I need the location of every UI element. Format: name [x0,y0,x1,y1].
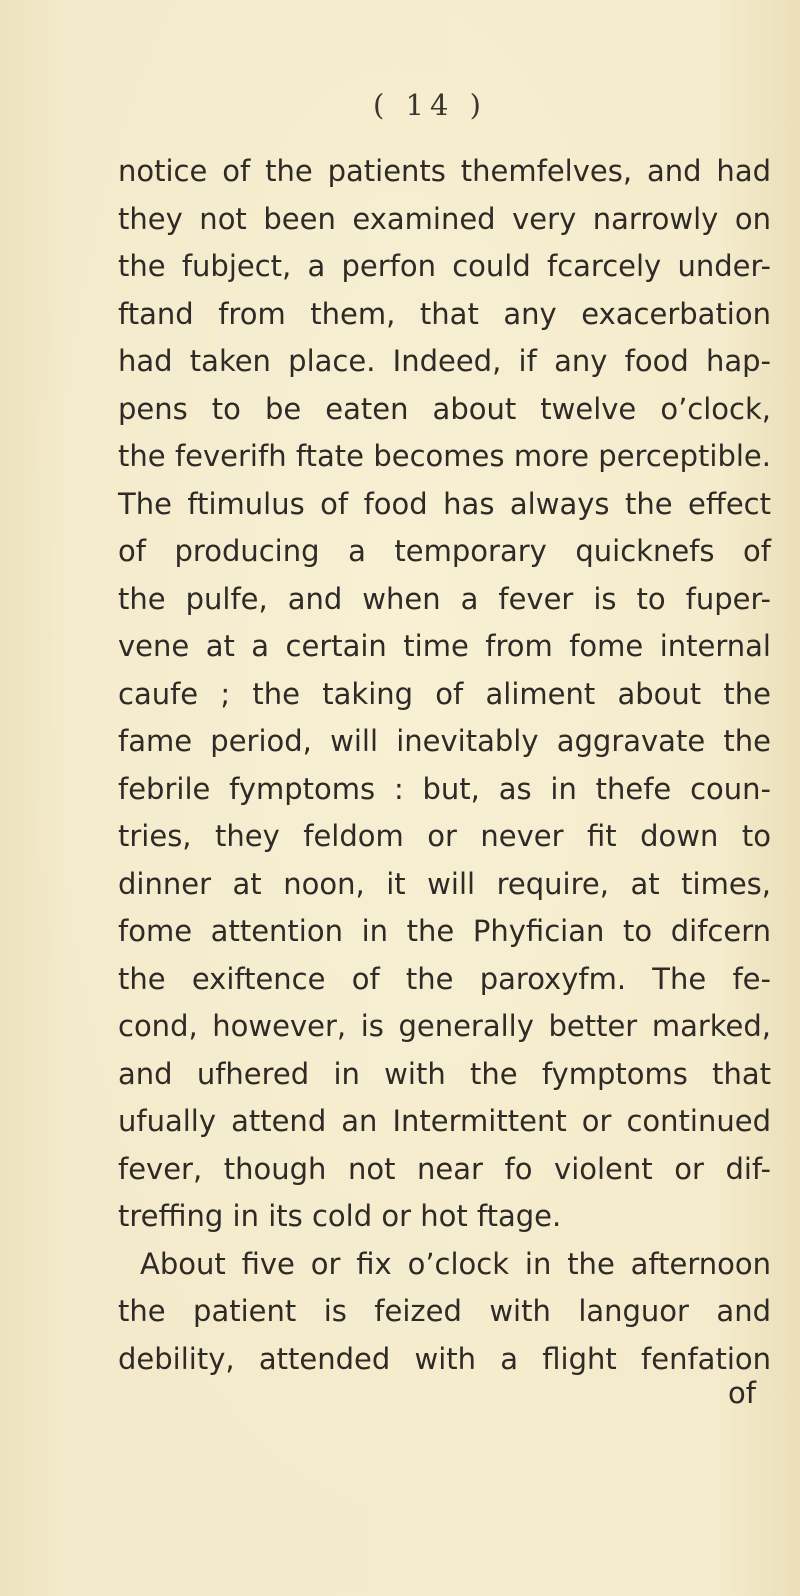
text-line: had taken place. Indeed, if any food hap- [118,344,771,378]
text-line: febrile fymptoms : but, as in thefe coun- [118,771,771,806]
text-line: About five or fix o’clock in the afternoon [140,1246,771,1281]
text-line: fever, though not near fo violent or dif- [118,1151,771,1186]
text-line: the fubject, a perfon could fcarcely under- [118,249,771,283]
text-line: of producing a temporary quicknefs of [118,534,771,568]
catchword: of [728,1376,756,1410]
text-line: treffing in its cold or hot ftage. [118,1199,562,1233]
text-line: ufually attend an Intermittent or continued [118,1104,771,1138]
text-line: ftand from them, that any exacerbation [118,296,771,331]
text-line: pens to be eaten about twelve o’clock, [118,391,771,426]
text-line: debility, attended with a flight fenfation [118,1341,771,1376]
text-line: caufe ; the taking of aliment about the [118,676,771,711]
text-line: the pulfe, and when a fever is to fuper- [118,581,771,616]
text-line: The ftimulus of food has always the effect [118,486,771,521]
body-text [118,148,771,1383]
page-number: ( 14 ) [373,88,487,122]
text-line: the exiftence of the paroxyfm. The fe- [118,961,771,996]
text-line: they not been examined very narrowly on [118,201,771,236]
text-line: the feverifh ftate becomes more perceptible. [118,439,771,473]
text-line: dinner at noon, it will require, at times, [118,866,771,901]
text-line: and ufhered in with the fymptoms that [118,1056,771,1091]
text-line: notice of the patients themfelves, and had [118,154,771,188]
text-line: fame period, will inevitably aggravate the [118,724,771,758]
text-line: tries, they feldom or never fit down to [118,819,771,853]
text-line: vene at a certain time from fome internal [118,629,771,663]
text-line: fome attention in the Phyfician to difcern [118,914,771,948]
text-line: the patient is feized with languor and [118,1294,771,1328]
text-line: cond, however, is generally better marked, [118,1009,771,1043]
